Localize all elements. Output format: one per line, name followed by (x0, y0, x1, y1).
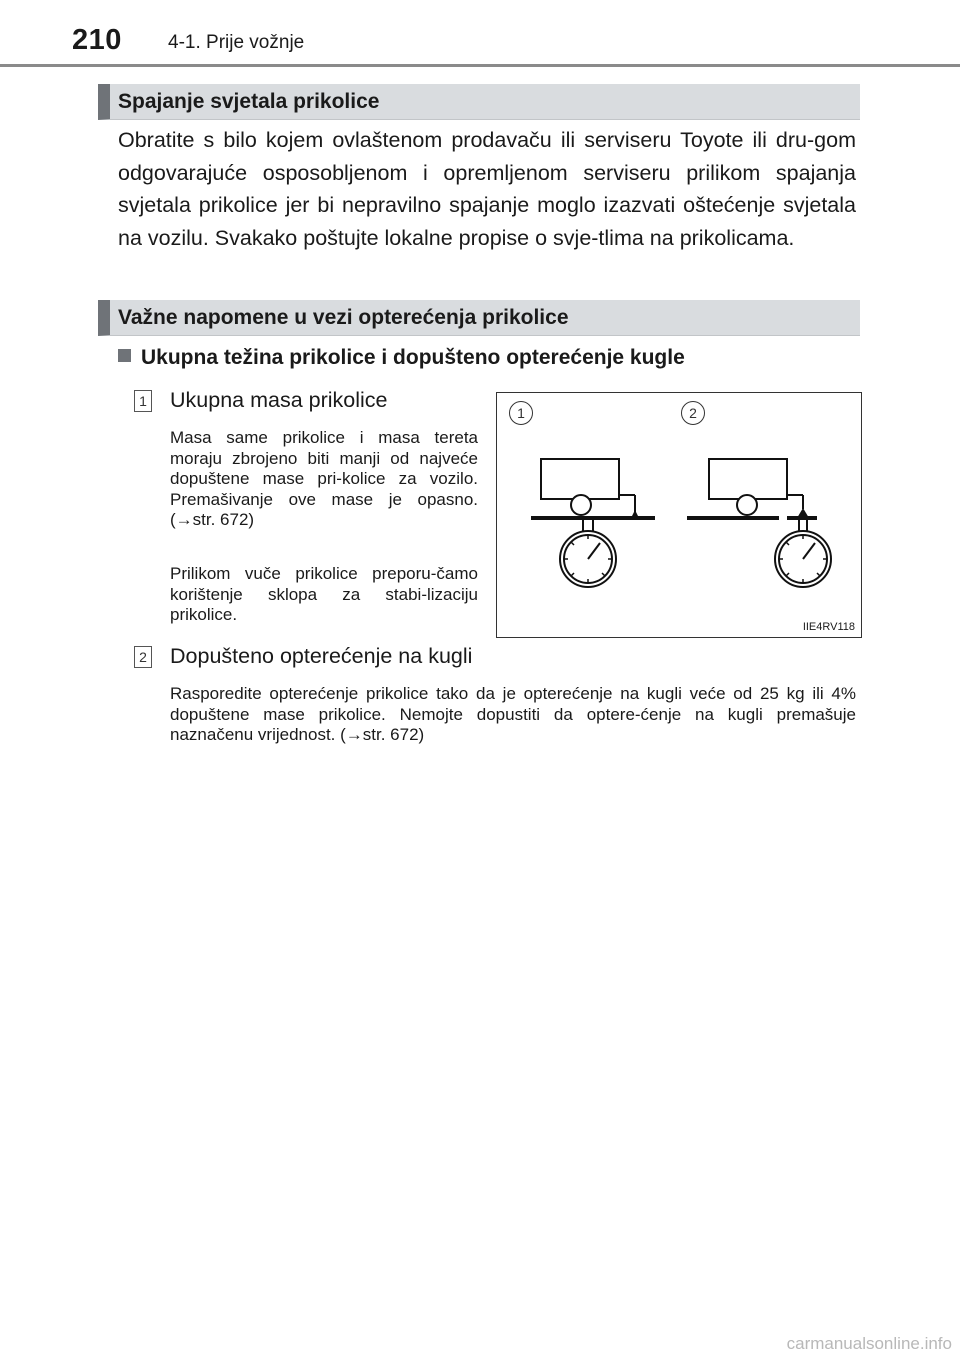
item-title-tongue-load: Dopušteno opterećenje na kugli (170, 644, 473, 668)
figure-code: IIE4RV118 (802, 621, 855, 633)
header-divider (0, 64, 960, 67)
subheading (118, 346, 685, 370)
square-bullet-icon (118, 349, 131, 362)
item-title-total-mass: Ukupna masa prikolice (170, 388, 388, 412)
scale-illustration (497, 393, 861, 637)
item-text-stabilizer: Prilikom vuče prikolice preporu-čamo korištenje sklopa za stabi-lizaciju prikolice. (170, 564, 478, 624)
section-heading-text: Spajanje svjetala prikolice (118, 90, 380, 113)
watermark: carmanualsonline.info (786, 1334, 952, 1353)
item-number-badge: 2 (134, 646, 152, 668)
section-heading-trailer-load (98, 300, 860, 336)
item-text-tongue-load: Rasporedite opterećenje prikolice tako da je opterećenje na kugli veće od 25 kg ili 4% dopuštene mase prikolice. Nemojte dopustiti da optere-ćenje na kugli premašuje naznačenu vrijednost. (→str. 672) (170, 684, 856, 744)
item-text-total-mass: Masa same prikolice i masa tereta moraju zbrojeno biti manji od najveće dopuštene mase pri-kolice za vozilo. Premašivanje ove mase je opasno. (→str. 672) (170, 428, 478, 529)
subheading-text: Ukupna težina prikolice i dopušteno opterećenje kugle (141, 346, 685, 369)
trailer-weight-figure (496, 392, 862, 638)
section-heading-trailer-lights (98, 84, 860, 120)
page-number: 210 (72, 24, 122, 56)
section-heading-text: Važne napomene u vezi opterećenja prikolice (118, 306, 569, 329)
figure-badge: 2 (681, 401, 705, 425)
trailer-lights-paragraph: Obratite s bilo kojem ovlaštenom prodavaču ili serviseru Toyote ili dru-gom odgovarajuće osposobljenom i opremljenom serviseru prilikom spajanja svjetala prikolice jer bi nepravilno spajanje moglo izazvati oštećenje svjetala na vozilu. Svakako poštujte lokalne propise o svje-tlima na prikolicama. (118, 128, 856, 250)
section-breadcrumb: 4-1. Prije vožnje (168, 32, 305, 53)
item-number-badge: 1 (134, 390, 152, 412)
figure-badge: 1 (509, 401, 533, 425)
